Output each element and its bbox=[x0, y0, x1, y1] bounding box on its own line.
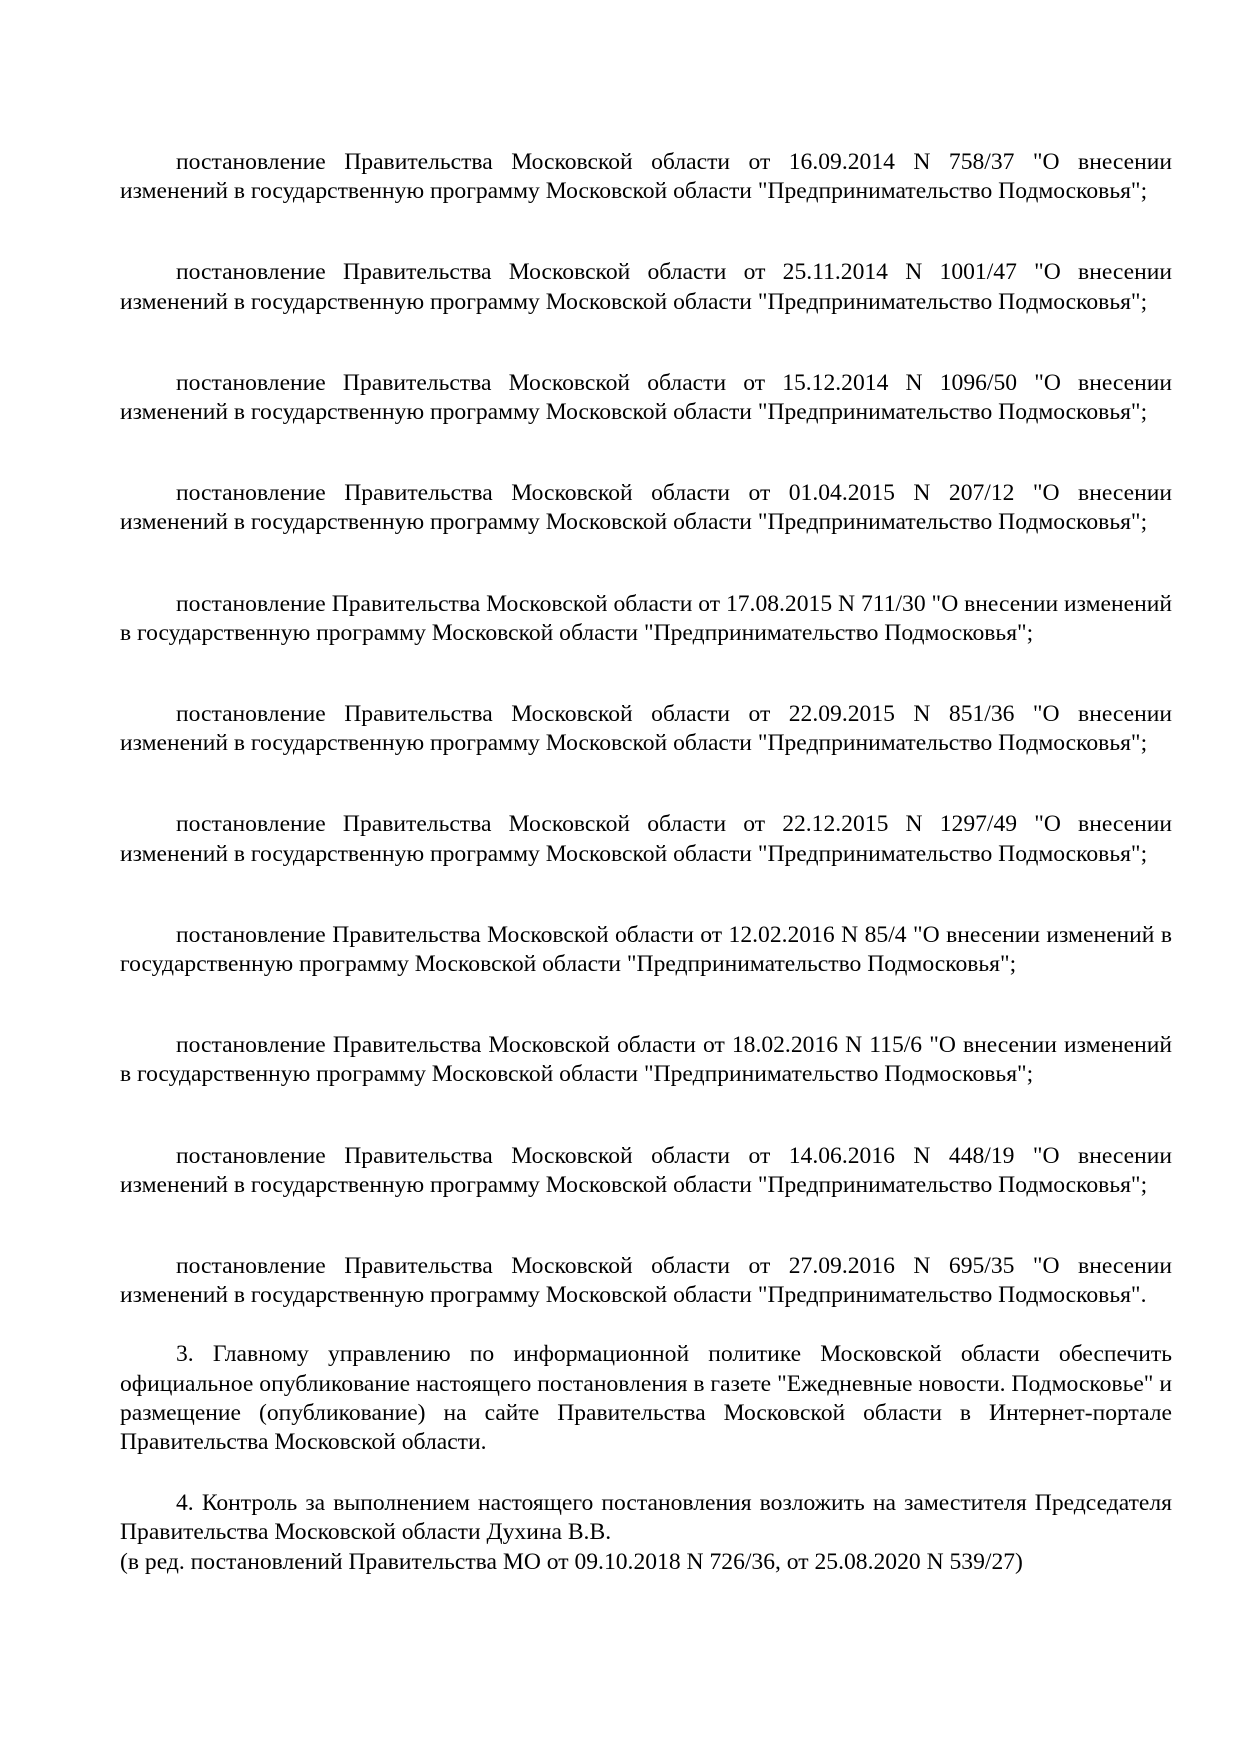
decree-item-1: постановление Правительства Московской области от 16.09.2014 N 758/37 "О внесении изменений в государственную программу Московской области "Предпринимательство Подмосковья"; bbox=[120, 149, 1172, 205]
clause-3-publication: 3. Главному управлению по информационной политике Московской области обеспечить официальное опубликование настоящего постановления в газете "Ежедневные новости. Подмосковье" и размещение (опубликование) на сайте Правительства Московской области в Интернет-портале Правительства Московской области. bbox=[120, 1341, 1172, 1456]
document-page bbox=[120, 148, 1172, 1577]
decree-item-8: постановление Правительства Московской области от 12.02.2016 N 85/4 "О внесении изменений в государственную программу Московской области "Предпринимательство Подмосковья"; bbox=[120, 921, 1172, 978]
decree-item-11: постановление Правительства Московской области от 27.09.2016 N 695/35 "О внесении изменений в государственную программу Московской области "Предпринимательство Подмосковья". bbox=[120, 1253, 1172, 1309]
decree-item-5: постановление Правительства Московской области от 17.08.2015 N 711/30 "О внесении изменений в государственную программу Московской области "Предпринимательство Подмосковья"; bbox=[120, 590, 1172, 646]
decree-item-10: постановление Правительства Московской области от 14.06.2016 N 448/19 "О внесении изменений в государственную программу Московской области "Предпринимательство Подмосковья"; bbox=[120, 1142, 1172, 1198]
decree-item-3: постановление Правительства Московской области от 15.12.2014 N 1096/50 "О внесении изменений в государственную программу Московской области "Предпринимательство Подмосковья"; bbox=[120, 369, 1172, 426]
clause-4-control: 4. Контроль за выполнением настоящего постановления возложить на заместителя Председателя Правительства Московской области Духина В.В. bbox=[120, 1490, 1172, 1546]
decree-item-2: постановление Правительства Московской области от 25.11.2014 N 1001/47 "О внесении изменений в государственную программу Московской области "Предпринимательство Подмосковья"; bbox=[120, 259, 1172, 315]
decree-item-9: постановление Правительства Московской области от 18.02.2016 N 115/6 "О внесении изменений в государственную программу Московской области "Предпринимательство Подмосковья"; bbox=[120, 1032, 1172, 1088]
clause-4-amendment-note: (в ред. постановлений Правительства МО от 09.10.2018 N 726/36, от 25.08.2020 N 539/27) bbox=[120, 1548, 1023, 1575]
decree-item-6: постановление Правительства Московской области от 22.09.2015 N 851/36 "О внесении изменений в государственную программу Московской области "Предпринимательство Подмосковья"; bbox=[120, 701, 1172, 757]
decree-item-7: постановление Правительства Московской области от 22.12.2015 N 1297/49 "О внесении изменений в государственную программу Московской области "Предпринимательство Подмосковья"; bbox=[120, 811, 1172, 867]
decree-item-4: постановление Правительства Московской области от 01.04.2015 N 207/12 "О внесении изменений в государственную программу Московской области "Предпринимательство Подмосковья"; bbox=[120, 480, 1172, 536]
